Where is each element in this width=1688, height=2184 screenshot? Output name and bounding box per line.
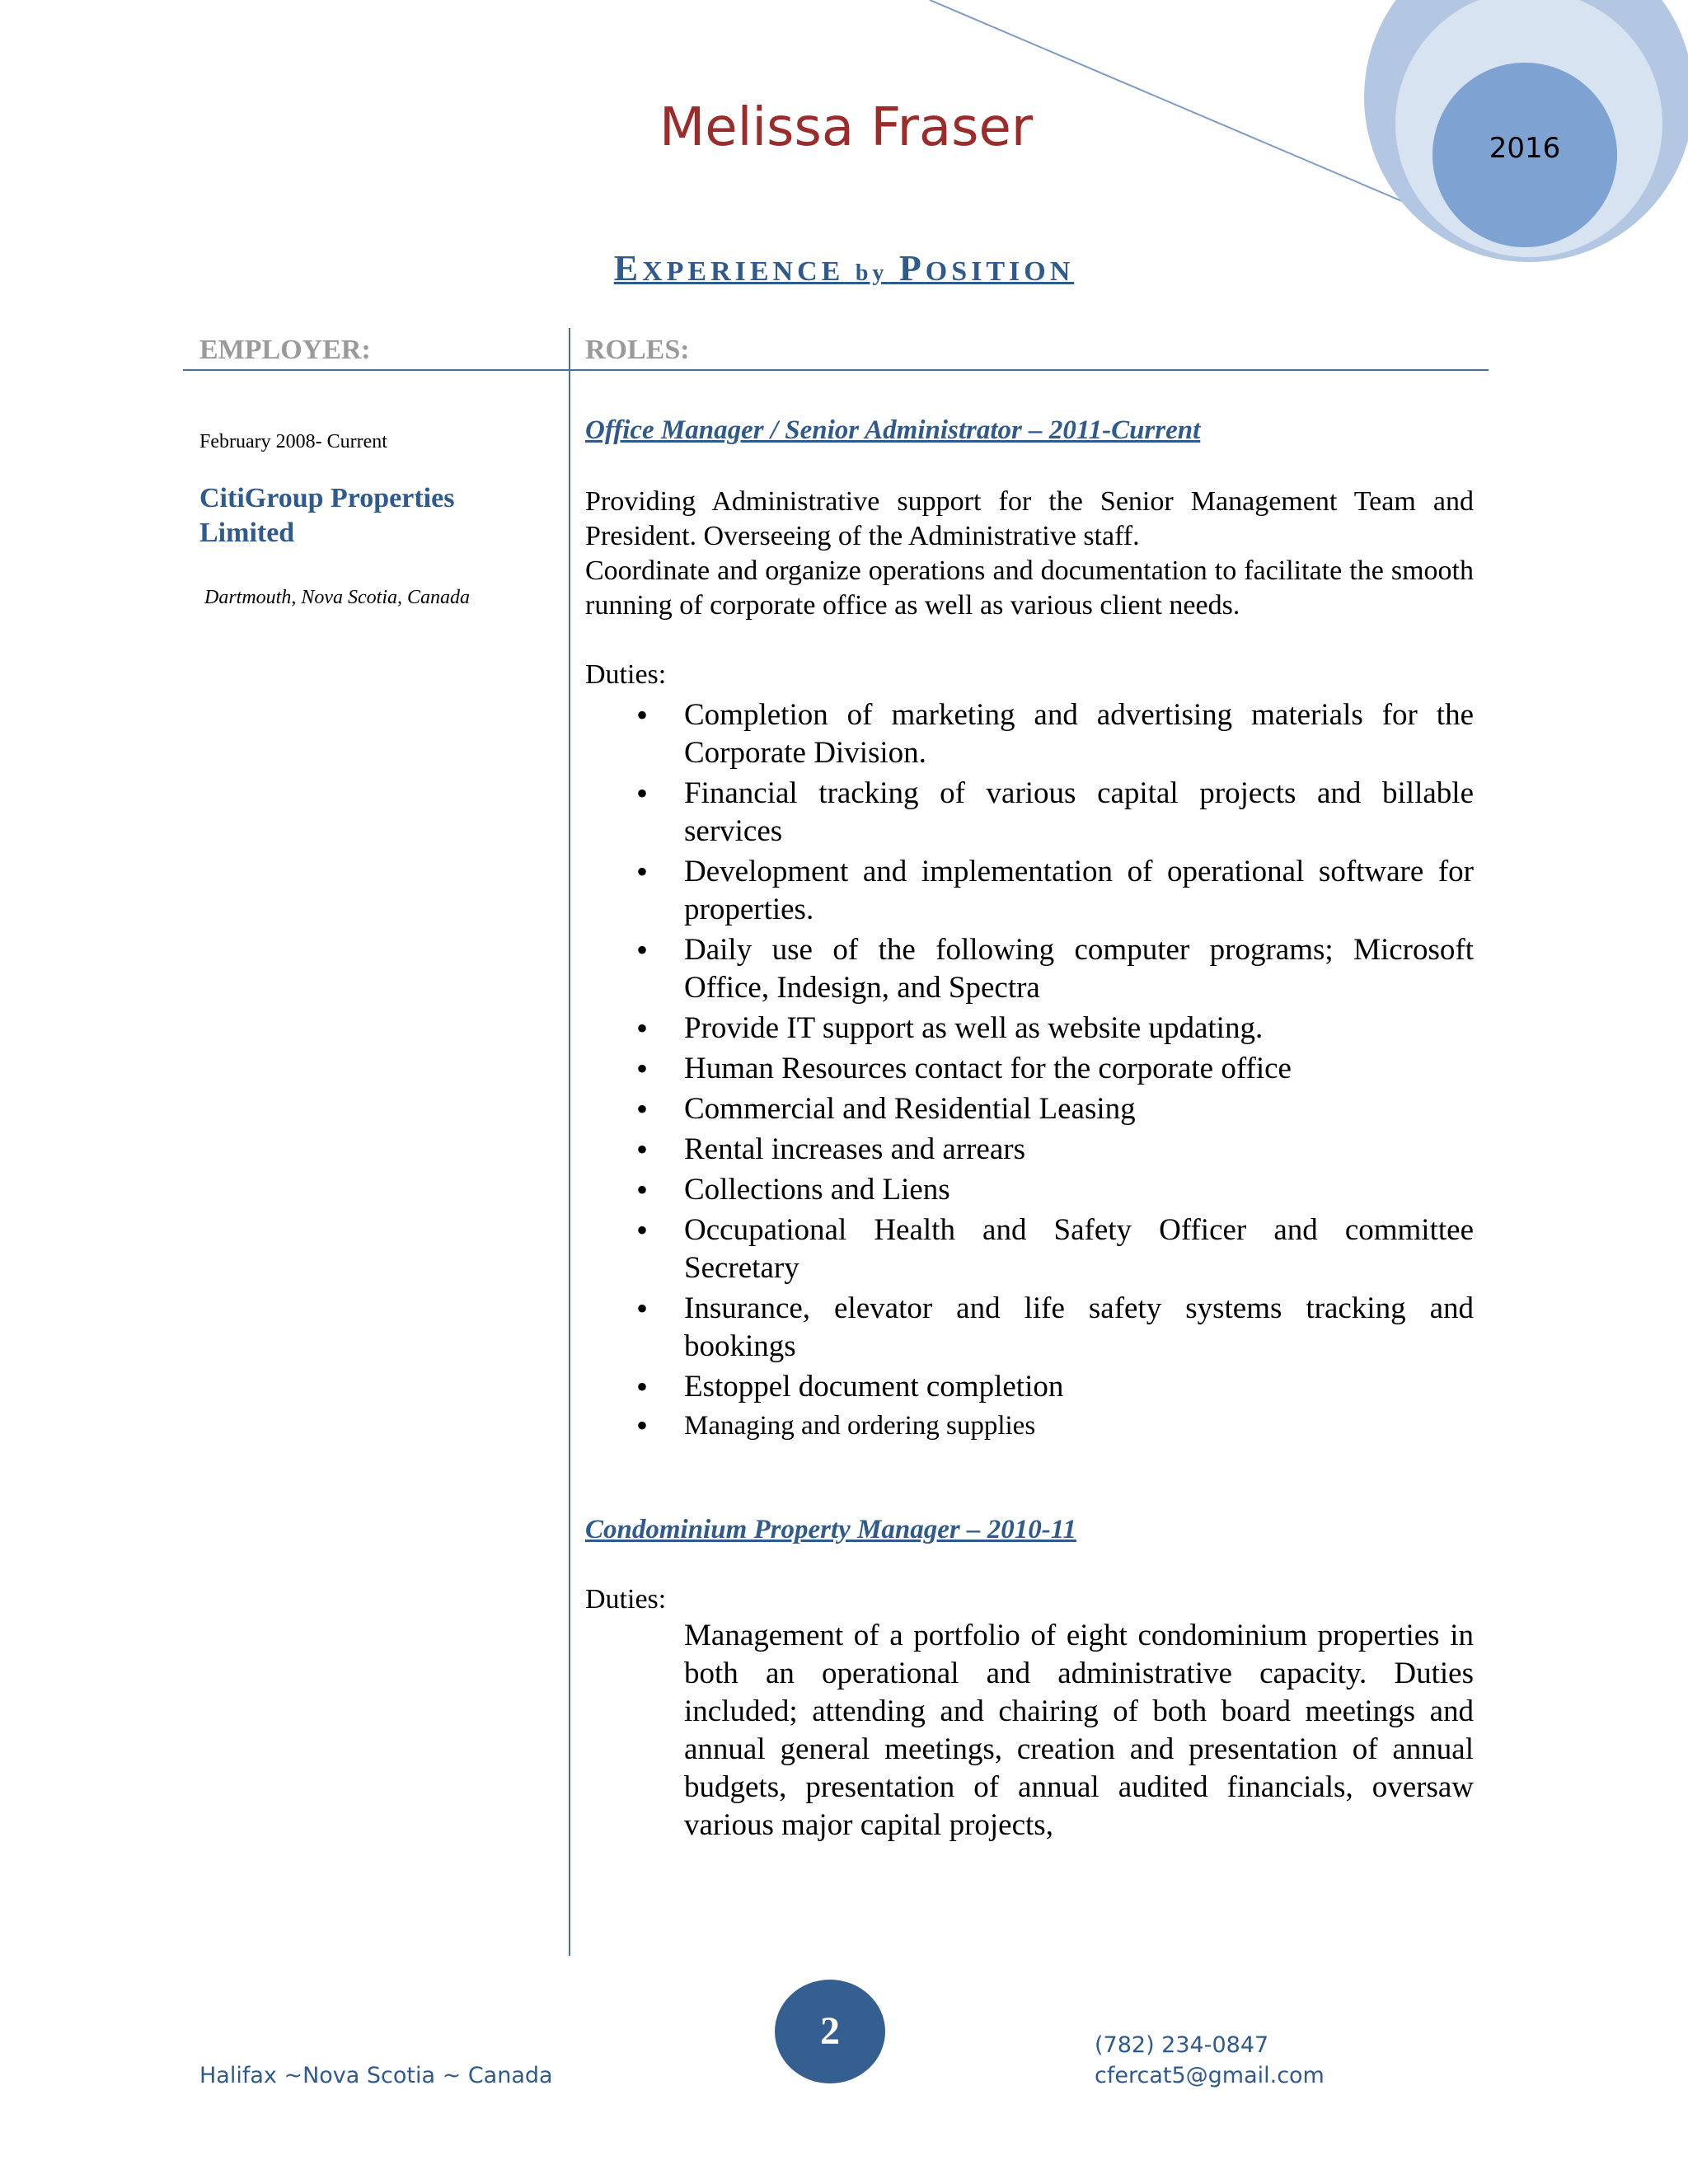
list-item: • Estoppel document completion [626, 1368, 1474, 1406]
employment-dates: February 2008- Current [199, 431, 387, 452]
list-item: • Rental increases and arrears [626, 1131, 1474, 1169]
list-item: • Collections and Liens [626, 1171, 1474, 1209]
duties-label: Duties: [585, 1584, 667, 1615]
list-item: • Human Resources contact for the corporate office [626, 1050, 1474, 1088]
header-divider [183, 369, 1489, 371]
list-item: • Financial tracking of various capital projects and billable services [626, 775, 1474, 851]
list-item: • Daily use of the following computer programs; Microsoft Office, Indesign, and Spectra [626, 931, 1474, 1007]
page-number-badge: 2 [775, 1980, 885, 2083]
section-title: EXPERIENCE by POSITION [613, 248, 1075, 288]
role-title-condominium-manager: Condominium Property Manager – 2010-11 [585, 1515, 1076, 1544]
duties-label: Duties: [585, 659, 667, 690]
role-description: Management of a portfolio of eight condominium properties in both an operational and administrative capacity. Duties included; attending and chairing of both board meetings and annual general meetings, creation and presentation of annual budgets, presentation of annual audited financials, oversaw various major capital projects, [684, 1619, 1474, 1842]
company-location: Dartmouth, Nova Scotia, Canada [204, 587, 470, 608]
footer-phone: (782) 234-0847 [1095, 2032, 1269, 2058]
list-item: • Development and implementation of operational software for properties. [626, 853, 1474, 929]
role-description-paragraph: Providing Administrative support for the Senior Management Team and President. Overseeing of the Administrative staff. [585, 486, 1474, 551]
footer-location: Halifax ~Nova Scotia ~ Canada [199, 2063, 553, 2088]
column-divider [569, 328, 570, 1956]
list-item: • Commercial and Residential Leasing [626, 1090, 1474, 1128]
role-description [585, 485, 1474, 623]
roles-column-header: ROLES: [585, 335, 690, 365]
role-description-paragraph: Coordinate and organize operations and documentation to facilitate the smooth running of corporate office as well as various client needs. [585, 555, 1474, 621]
list-item: • Managing and ordering supplies [626, 1408, 1474, 1443]
role-title-office-manager: Office Manager / Senior Administrator – 2011-Current [585, 415, 1201, 445]
candidate-name: Melissa Fraser [659, 97, 1034, 158]
list-item: • Occupational Health and Safety Officer and committee Secretary [626, 1212, 1474, 1287]
year-badge: 2016 [1489, 132, 1561, 165]
company-name: CitiGroup Properties Limited [199, 483, 455, 548]
footer-email: cfercat5@gmail.com [1095, 2063, 1325, 2088]
employer-column-header: EMPLOYER: [199, 335, 371, 365]
list-item: • Provide IT support as well as website updating. [626, 1010, 1474, 1047]
duties-list [626, 696, 1474, 1446]
list-item: • Completion of marketing and advertising materials for the Corporate Division. [626, 696, 1474, 772]
list-item: • Insurance, elevator and life safety systems tracking and bookings [626, 1290, 1474, 1366]
